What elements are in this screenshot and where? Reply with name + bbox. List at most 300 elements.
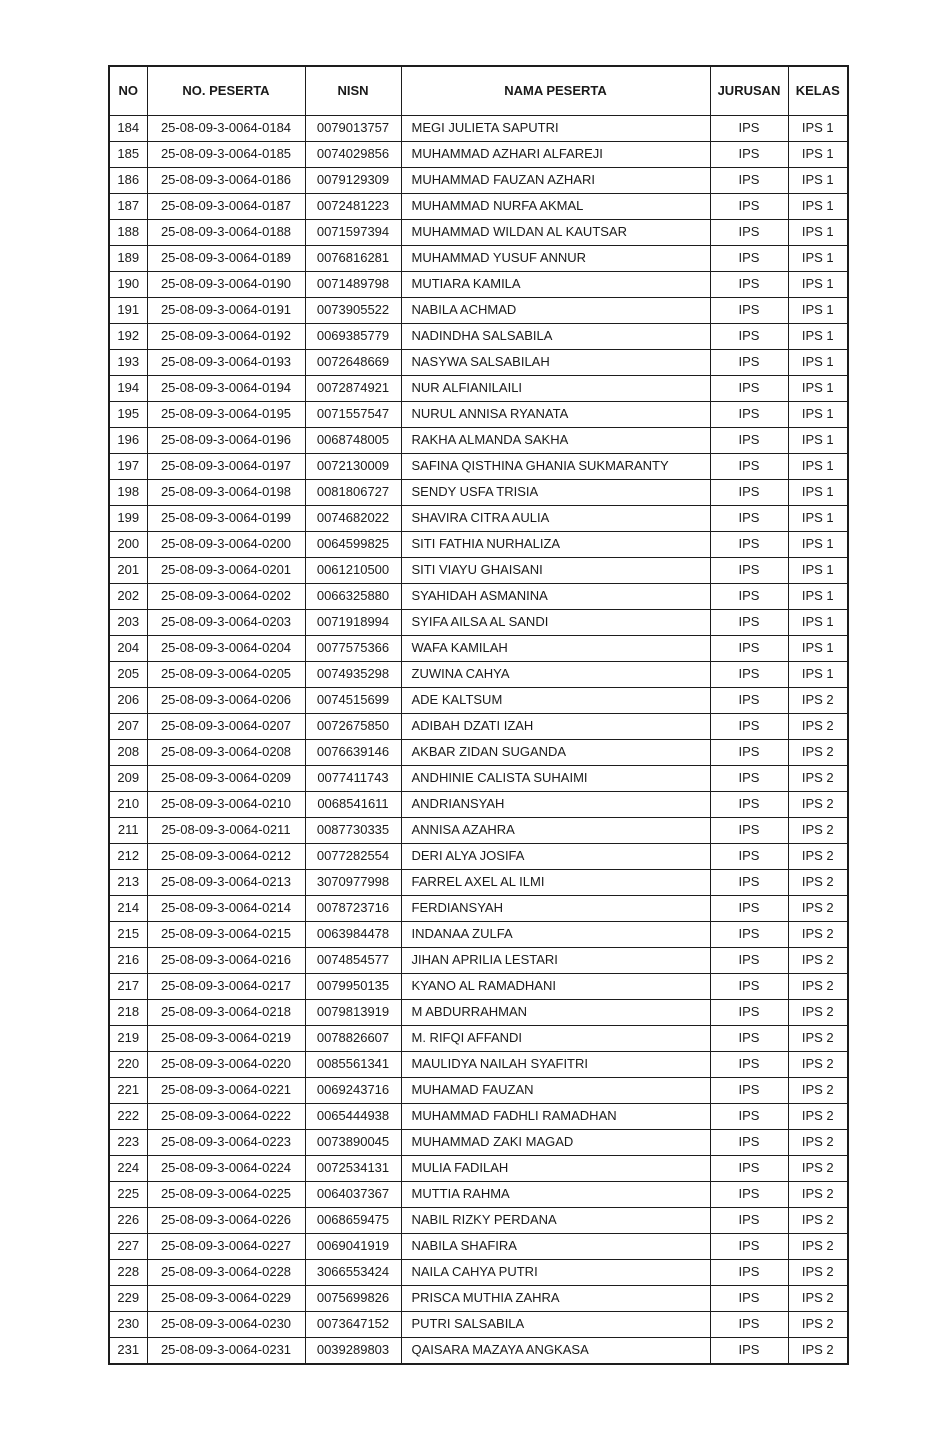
cell-kelas: IPS 2 bbox=[788, 740, 848, 766]
cell-no: 186 bbox=[109, 168, 147, 194]
cell-no: 215 bbox=[109, 922, 147, 948]
cell-nama: MULIA FADILAH bbox=[401, 1156, 710, 1182]
cell-nama: INDANAA ZULFA bbox=[401, 922, 710, 948]
cell-kelas: IPS 2 bbox=[788, 1338, 848, 1365]
cell-no-peserta: 25-08-09-3-0064-0231 bbox=[147, 1338, 305, 1365]
cell-nisn: 0079813919 bbox=[305, 1000, 401, 1026]
cell-jurusan: IPS bbox=[710, 480, 788, 506]
cell-kelas: IPS 2 bbox=[788, 766, 848, 792]
table-row bbox=[109, 896, 848, 922]
table-row bbox=[109, 116, 848, 142]
table-row bbox=[109, 870, 848, 896]
cell-no: 202 bbox=[109, 584, 147, 610]
cell-kelas: IPS 2 bbox=[788, 1026, 848, 1052]
cell-nisn: 0063984478 bbox=[305, 922, 401, 948]
cell-jurusan: IPS bbox=[710, 116, 788, 142]
cell-no: 225 bbox=[109, 1182, 147, 1208]
cell-kelas: IPS 1 bbox=[788, 402, 848, 428]
cell-no: 203 bbox=[109, 610, 147, 636]
cell-kelas: IPS 2 bbox=[788, 1078, 848, 1104]
cell-no: 191 bbox=[109, 298, 147, 324]
cell-kelas: IPS 1 bbox=[788, 506, 848, 532]
participant-table bbox=[108, 65, 849, 1365]
cell-kelas: IPS 1 bbox=[788, 168, 848, 194]
cell-nama: ADIBAH DZATI IZAH bbox=[401, 714, 710, 740]
cell-nisn: 0069385779 bbox=[305, 324, 401, 350]
cell-jurusan: IPS bbox=[710, 1208, 788, 1234]
cell-jurusan: IPS bbox=[710, 350, 788, 376]
cell-no: 217 bbox=[109, 974, 147, 1000]
cell-nisn: 0077575366 bbox=[305, 636, 401, 662]
cell-no: 221 bbox=[109, 1078, 147, 1104]
table-row bbox=[109, 584, 848, 610]
cell-no: 210 bbox=[109, 792, 147, 818]
table-row bbox=[109, 844, 848, 870]
cell-kelas: IPS 1 bbox=[788, 246, 848, 272]
cell-no-peserta: 25-08-09-3-0064-0189 bbox=[147, 246, 305, 272]
cell-nisn: 0085561341 bbox=[305, 1052, 401, 1078]
cell-kelas: IPS 2 bbox=[788, 844, 848, 870]
cell-no: 213 bbox=[109, 870, 147, 896]
cell-no-peserta: 25-08-09-3-0064-0206 bbox=[147, 688, 305, 714]
table-row bbox=[109, 636, 848, 662]
cell-nama: M ABDURRAHMAN bbox=[401, 1000, 710, 1026]
cell-no: 231 bbox=[109, 1338, 147, 1365]
table-row bbox=[109, 1104, 848, 1130]
cell-kelas: IPS 1 bbox=[788, 324, 848, 350]
cell-no-peserta: 25-08-09-3-0064-0230 bbox=[147, 1312, 305, 1338]
cell-jurusan: IPS bbox=[710, 168, 788, 194]
cell-nama: ANDHINIE CALISTA SUHAIMI bbox=[401, 766, 710, 792]
cell-kelas: IPS 2 bbox=[788, 688, 848, 714]
cell-nama: NAILA CAHYA PUTRI bbox=[401, 1260, 710, 1286]
cell-kelas: IPS 2 bbox=[788, 792, 848, 818]
cell-nisn: 0076816281 bbox=[305, 246, 401, 272]
cell-nisn: 0068541611 bbox=[305, 792, 401, 818]
cell-no: 216 bbox=[109, 948, 147, 974]
cell-no: 218 bbox=[109, 1000, 147, 1026]
cell-no-peserta: 25-08-09-3-0064-0196 bbox=[147, 428, 305, 454]
cell-nama: PRISCA MUTHIA ZAHRA bbox=[401, 1286, 710, 1312]
cell-nisn: 0072130009 bbox=[305, 454, 401, 480]
cell-no-peserta: 25-08-09-3-0064-0220 bbox=[147, 1052, 305, 1078]
cell-nama: NADINDHA SALSABILA bbox=[401, 324, 710, 350]
cell-jurusan: IPS bbox=[710, 1286, 788, 1312]
column-header-kelas: KELAS bbox=[788, 66, 848, 116]
cell-kelas: IPS 1 bbox=[788, 220, 848, 246]
table-row bbox=[109, 298, 848, 324]
cell-no-peserta: 25-08-09-3-0064-0195 bbox=[147, 402, 305, 428]
cell-no-peserta: 25-08-09-3-0064-0223 bbox=[147, 1130, 305, 1156]
cell-jurusan: IPS bbox=[710, 662, 788, 688]
table-row bbox=[109, 1312, 848, 1338]
cell-no: 195 bbox=[109, 402, 147, 428]
table-row bbox=[109, 714, 848, 740]
cell-no-peserta: 25-08-09-3-0064-0222 bbox=[147, 1104, 305, 1130]
cell-nama: ZUWINA CAHYA bbox=[401, 662, 710, 688]
cell-kelas: IPS 2 bbox=[788, 1312, 848, 1338]
cell-nisn: 0079950135 bbox=[305, 974, 401, 1000]
cell-nisn: 0071597394 bbox=[305, 220, 401, 246]
table-row bbox=[109, 272, 848, 298]
cell-nisn: 0077411743 bbox=[305, 766, 401, 792]
table-row bbox=[109, 766, 848, 792]
cell-kelas: IPS 1 bbox=[788, 532, 848, 558]
cell-no: 187 bbox=[109, 194, 147, 220]
cell-jurusan: IPS bbox=[710, 714, 788, 740]
cell-jurusan: IPS bbox=[710, 740, 788, 766]
cell-nisn: 0077282554 bbox=[305, 844, 401, 870]
table-row bbox=[109, 376, 848, 402]
table-row bbox=[109, 1156, 848, 1182]
cell-no-peserta: 25-08-09-3-0064-0201 bbox=[147, 558, 305, 584]
cell-nisn: 3070977998 bbox=[305, 870, 401, 896]
cell-no: 192 bbox=[109, 324, 147, 350]
table-row bbox=[109, 1260, 848, 1286]
cell-jurusan: IPS bbox=[710, 1130, 788, 1156]
cell-kelas: IPS 2 bbox=[788, 714, 848, 740]
cell-kelas: IPS 1 bbox=[788, 376, 848, 402]
table-row bbox=[109, 1130, 848, 1156]
cell-no: 220 bbox=[109, 1052, 147, 1078]
cell-jurusan: IPS bbox=[710, 1260, 788, 1286]
cell-kelas: IPS 1 bbox=[788, 610, 848, 636]
cell-nama: MUHAMMAD YUSUF ANNUR bbox=[401, 246, 710, 272]
cell-no-peserta: 25-08-09-3-0064-0185 bbox=[147, 142, 305, 168]
table-row bbox=[109, 194, 848, 220]
cell-nisn: 0074682022 bbox=[305, 506, 401, 532]
cell-no: 196 bbox=[109, 428, 147, 454]
cell-kelas: IPS 2 bbox=[788, 1182, 848, 1208]
cell-nisn: 0071918994 bbox=[305, 610, 401, 636]
cell-jurusan: IPS bbox=[710, 1338, 788, 1365]
cell-no-peserta: 25-08-09-3-0064-0215 bbox=[147, 922, 305, 948]
cell-no-peserta: 25-08-09-3-0064-0225 bbox=[147, 1182, 305, 1208]
cell-nisn: 0066325880 bbox=[305, 584, 401, 610]
column-header-jurusan: JURUSAN bbox=[710, 66, 788, 116]
cell-kelas: IPS 1 bbox=[788, 116, 848, 142]
cell-nama: KYANO AL RAMADHANI bbox=[401, 974, 710, 1000]
cell-nisn: 0074515699 bbox=[305, 688, 401, 714]
cell-kelas: IPS 2 bbox=[788, 1260, 848, 1286]
cell-kelas: IPS 2 bbox=[788, 1156, 848, 1182]
table-row bbox=[109, 350, 848, 376]
cell-nisn: 0079013757 bbox=[305, 116, 401, 142]
cell-no-peserta: 25-08-09-3-0064-0209 bbox=[147, 766, 305, 792]
table-row bbox=[109, 168, 848, 194]
cell-nama: ANNISA AZAHRA bbox=[401, 818, 710, 844]
cell-nisn: 0071557547 bbox=[305, 402, 401, 428]
cell-jurusan: IPS bbox=[710, 532, 788, 558]
cell-jurusan: IPS bbox=[710, 298, 788, 324]
cell-nisn: 0081806727 bbox=[305, 480, 401, 506]
cell-no-peserta: 25-08-09-3-0064-0217 bbox=[147, 974, 305, 1000]
cell-nama: ADE KALTSUM bbox=[401, 688, 710, 714]
cell-jurusan: IPS bbox=[710, 818, 788, 844]
cell-nisn: 0068659475 bbox=[305, 1208, 401, 1234]
cell-nama: QAISARA MAZAYA ANGKASA bbox=[401, 1338, 710, 1365]
cell-jurusan: IPS bbox=[710, 974, 788, 1000]
cell-no: 184 bbox=[109, 116, 147, 142]
cell-jurusan: IPS bbox=[710, 324, 788, 350]
cell-kelas: IPS 1 bbox=[788, 194, 848, 220]
cell-kelas: IPS 2 bbox=[788, 1234, 848, 1260]
cell-no-peserta: 25-08-09-3-0064-0224 bbox=[147, 1156, 305, 1182]
cell-no-peserta: 25-08-09-3-0064-0202 bbox=[147, 584, 305, 610]
cell-jurusan: IPS bbox=[710, 922, 788, 948]
table-row bbox=[109, 532, 848, 558]
cell-nama: MEGI JULIETA SAPUTRI bbox=[401, 116, 710, 142]
cell-nisn: 0078826607 bbox=[305, 1026, 401, 1052]
cell-nisn: 0071489798 bbox=[305, 272, 401, 298]
table-row bbox=[109, 688, 848, 714]
cell-kelas: IPS 2 bbox=[788, 922, 848, 948]
cell-nisn: 0073905522 bbox=[305, 298, 401, 324]
cell-no-peserta: 25-08-09-3-0064-0184 bbox=[147, 116, 305, 142]
cell-jurusan: IPS bbox=[710, 688, 788, 714]
table-row bbox=[109, 480, 848, 506]
cell-kelas: IPS 2 bbox=[788, 1052, 848, 1078]
cell-jurusan: IPS bbox=[710, 454, 788, 480]
table-row bbox=[109, 1234, 848, 1260]
cell-no-peserta: 25-08-09-3-0064-0186 bbox=[147, 168, 305, 194]
cell-no-peserta: 25-08-09-3-0064-0210 bbox=[147, 792, 305, 818]
cell-kelas: IPS 2 bbox=[788, 1000, 848, 1026]
cell-kelas: IPS 1 bbox=[788, 350, 848, 376]
cell-jurusan: IPS bbox=[710, 194, 788, 220]
cell-nama: NASYWA SALSABILAH bbox=[401, 350, 710, 376]
cell-no: 189 bbox=[109, 246, 147, 272]
cell-nisn: 0072648669 bbox=[305, 350, 401, 376]
cell-jurusan: IPS bbox=[710, 246, 788, 272]
column-header-nisn: NISN bbox=[305, 66, 401, 116]
cell-no-peserta: 25-08-09-3-0064-0200 bbox=[147, 532, 305, 558]
cell-jurusan: IPS bbox=[710, 558, 788, 584]
table-body bbox=[109, 116, 848, 1365]
cell-nisn: 0074935298 bbox=[305, 662, 401, 688]
cell-nama: M. RIFQI AFFANDI bbox=[401, 1026, 710, 1052]
cell-no: 200 bbox=[109, 532, 147, 558]
cell-nisn: 0074029856 bbox=[305, 142, 401, 168]
cell-nama: NABIL RIZKY PERDANA bbox=[401, 1208, 710, 1234]
cell-nisn: 0073890045 bbox=[305, 1130, 401, 1156]
cell-kelas: IPS 1 bbox=[788, 480, 848, 506]
cell-no: 214 bbox=[109, 896, 147, 922]
table-row bbox=[109, 818, 848, 844]
cell-jurusan: IPS bbox=[710, 844, 788, 870]
cell-jurusan: IPS bbox=[710, 272, 788, 298]
cell-jurusan: IPS bbox=[710, 1156, 788, 1182]
cell-nisn: 0087730335 bbox=[305, 818, 401, 844]
cell-nama: MUTIARA KAMILA bbox=[401, 272, 710, 298]
cell-nisn: 0069243716 bbox=[305, 1078, 401, 1104]
cell-nama: ANDRIANSYAH bbox=[401, 792, 710, 818]
cell-nama: FERDIANSYAH bbox=[401, 896, 710, 922]
cell-kelas: IPS 2 bbox=[788, 974, 848, 1000]
cell-no-peserta: 25-08-09-3-0064-0203 bbox=[147, 610, 305, 636]
cell-nama: MUHAMMAD WILDAN AL KAUTSAR bbox=[401, 220, 710, 246]
table-row bbox=[109, 506, 848, 532]
cell-jurusan: IPS bbox=[710, 142, 788, 168]
table-row bbox=[109, 324, 848, 350]
cell-nama: NABILA ACHMAD bbox=[401, 298, 710, 324]
cell-nisn: 0069041919 bbox=[305, 1234, 401, 1260]
cell-no: 227 bbox=[109, 1234, 147, 1260]
cell-jurusan: IPS bbox=[710, 636, 788, 662]
cell-no: 228 bbox=[109, 1260, 147, 1286]
header-row bbox=[109, 66, 848, 116]
cell-no-peserta: 25-08-09-3-0064-0218 bbox=[147, 1000, 305, 1026]
cell-nisn: 0075699826 bbox=[305, 1286, 401, 1312]
table-row bbox=[109, 454, 848, 480]
cell-kelas: IPS 1 bbox=[788, 636, 848, 662]
cell-kelas: IPS 2 bbox=[788, 1286, 848, 1312]
cell-no: 226 bbox=[109, 1208, 147, 1234]
cell-nisn: 0076639146 bbox=[305, 740, 401, 766]
cell-no-peserta: 25-08-09-3-0064-0221 bbox=[147, 1078, 305, 1104]
cell-kelas: IPS 2 bbox=[788, 1104, 848, 1130]
table-row bbox=[109, 1208, 848, 1234]
cell-jurusan: IPS bbox=[710, 1234, 788, 1260]
cell-no: 190 bbox=[109, 272, 147, 298]
cell-no-peserta: 25-08-09-3-0064-0198 bbox=[147, 480, 305, 506]
cell-nisn: 0073647152 bbox=[305, 1312, 401, 1338]
cell-nisn: 0064037367 bbox=[305, 1182, 401, 1208]
table-row bbox=[109, 142, 848, 168]
cell-jurusan: IPS bbox=[710, 506, 788, 532]
cell-nama: NURUL ANNISA RYANATA bbox=[401, 402, 710, 428]
cell-nama: NABILA SHAFIRA bbox=[401, 1234, 710, 1260]
cell-nama: MUTTIA RAHMA bbox=[401, 1182, 710, 1208]
cell-jurusan: IPS bbox=[710, 792, 788, 818]
cell-nisn: 0039289803 bbox=[305, 1338, 401, 1365]
cell-jurusan: IPS bbox=[710, 1182, 788, 1208]
cell-nama: MUHAMMAD FAUZAN AZHARI bbox=[401, 168, 710, 194]
cell-jurusan: IPS bbox=[710, 610, 788, 636]
table-row bbox=[109, 1026, 848, 1052]
cell-nama: MUHAMAD FAUZAN bbox=[401, 1078, 710, 1104]
cell-no-peserta: 25-08-09-3-0064-0207 bbox=[147, 714, 305, 740]
table-row bbox=[109, 1078, 848, 1104]
cell-kelas: IPS 1 bbox=[788, 428, 848, 454]
cell-nama: MUHAMMAD NURFA AKMAL bbox=[401, 194, 710, 220]
cell-no-peserta: 25-08-09-3-0064-0193 bbox=[147, 350, 305, 376]
cell-no: 207 bbox=[109, 714, 147, 740]
cell-kelas: IPS 2 bbox=[788, 948, 848, 974]
cell-jurusan: IPS bbox=[710, 1026, 788, 1052]
table-row bbox=[109, 610, 848, 636]
column-header-no: NO bbox=[109, 66, 147, 116]
cell-no-peserta: 25-08-09-3-0064-0197 bbox=[147, 454, 305, 480]
cell-jurusan: IPS bbox=[710, 376, 788, 402]
cell-jurusan: IPS bbox=[710, 1104, 788, 1130]
cell-no-peserta: 25-08-09-3-0064-0219 bbox=[147, 1026, 305, 1052]
cell-nama: NUR ALFIANILAILI bbox=[401, 376, 710, 402]
cell-jurusan: IPS bbox=[710, 584, 788, 610]
cell-nisn: 0072481223 bbox=[305, 194, 401, 220]
table-row bbox=[109, 1182, 848, 1208]
cell-no: 206 bbox=[109, 688, 147, 714]
cell-no-peserta: 25-08-09-3-0064-0188 bbox=[147, 220, 305, 246]
cell-no-peserta: 25-08-09-3-0064-0199 bbox=[147, 506, 305, 532]
cell-jurusan: IPS bbox=[710, 896, 788, 922]
cell-no: 223 bbox=[109, 1130, 147, 1156]
cell-no-peserta: 25-08-09-3-0064-0208 bbox=[147, 740, 305, 766]
cell-no-peserta: 25-08-09-3-0064-0192 bbox=[147, 324, 305, 350]
cell-jurusan: IPS bbox=[710, 428, 788, 454]
cell-no: 209 bbox=[109, 766, 147, 792]
cell-no-peserta: 25-08-09-3-0064-0229 bbox=[147, 1286, 305, 1312]
table-row bbox=[109, 792, 848, 818]
cell-kelas: IPS 2 bbox=[788, 818, 848, 844]
cell-no: 211 bbox=[109, 818, 147, 844]
cell-no-peserta: 25-08-09-3-0064-0205 bbox=[147, 662, 305, 688]
cell-kelas: IPS 1 bbox=[788, 558, 848, 584]
cell-nama: MUHAMMAD ZAKI MAGAD bbox=[401, 1130, 710, 1156]
cell-nama: MAULIDYA NAILAH SYAFITRI bbox=[401, 1052, 710, 1078]
cell-no-peserta: 25-08-09-3-0064-0227 bbox=[147, 1234, 305, 1260]
cell-nama: RAKHA ALMANDA SAKHA bbox=[401, 428, 710, 454]
cell-no-peserta: 25-08-09-3-0064-0191 bbox=[147, 298, 305, 324]
cell-no: 229 bbox=[109, 1286, 147, 1312]
cell-nama: SENDY USFA TRISIA bbox=[401, 480, 710, 506]
table-row bbox=[109, 220, 848, 246]
cell-nama: SHAVIRA CITRA AULIA bbox=[401, 506, 710, 532]
cell-nisn: 0079129309 bbox=[305, 168, 401, 194]
cell-nisn: 0065444938 bbox=[305, 1104, 401, 1130]
cell-jurusan: IPS bbox=[710, 870, 788, 896]
cell-kelas: IPS 2 bbox=[788, 870, 848, 896]
table-row bbox=[109, 974, 848, 1000]
table-row bbox=[109, 1338, 848, 1365]
cell-no: 219 bbox=[109, 1026, 147, 1052]
cell-kelas: IPS 2 bbox=[788, 1130, 848, 1156]
table-row bbox=[109, 428, 848, 454]
cell-nisn: 0074854577 bbox=[305, 948, 401, 974]
table-header bbox=[109, 66, 848, 116]
cell-nama: MUHAMMAD AZHARI ALFAREJI bbox=[401, 142, 710, 168]
cell-no: 205 bbox=[109, 662, 147, 688]
cell-nama: AKBAR ZIDAN SUGANDA bbox=[401, 740, 710, 766]
cell-no: 185 bbox=[109, 142, 147, 168]
cell-jurusan: IPS bbox=[710, 220, 788, 246]
cell-nama: FARREL AXEL AL ILMI bbox=[401, 870, 710, 896]
cell-no-peserta: 25-08-09-3-0064-0226 bbox=[147, 1208, 305, 1234]
table-row bbox=[109, 1052, 848, 1078]
cell-kelas: IPS 2 bbox=[788, 1208, 848, 1234]
cell-nama: SYAHIDAH ASMANINA bbox=[401, 584, 710, 610]
cell-nama: JIHAN APRILIA LESTARI bbox=[401, 948, 710, 974]
cell-no: 222 bbox=[109, 1104, 147, 1130]
cell-no: 188 bbox=[109, 220, 147, 246]
table-row bbox=[109, 1286, 848, 1312]
cell-no-peserta: 25-08-09-3-0064-0213 bbox=[147, 870, 305, 896]
cell-jurusan: IPS bbox=[710, 1078, 788, 1104]
cell-no: 199 bbox=[109, 506, 147, 532]
table-row bbox=[109, 1000, 848, 1026]
cell-kelas: IPS 2 bbox=[788, 896, 848, 922]
cell-nisn: 0061210500 bbox=[305, 558, 401, 584]
cell-nisn: 0072534131 bbox=[305, 1156, 401, 1182]
cell-kelas: IPS 1 bbox=[788, 142, 848, 168]
cell-nisn: 3066553424 bbox=[305, 1260, 401, 1286]
cell-jurusan: IPS bbox=[710, 1312, 788, 1338]
column-header-nama: NAMA PESERTA bbox=[401, 66, 710, 116]
table-row bbox=[109, 402, 848, 428]
cell-nisn: 0078723716 bbox=[305, 896, 401, 922]
cell-nama: SYIFA AILSA AL SANDI bbox=[401, 610, 710, 636]
table-row bbox=[109, 246, 848, 272]
